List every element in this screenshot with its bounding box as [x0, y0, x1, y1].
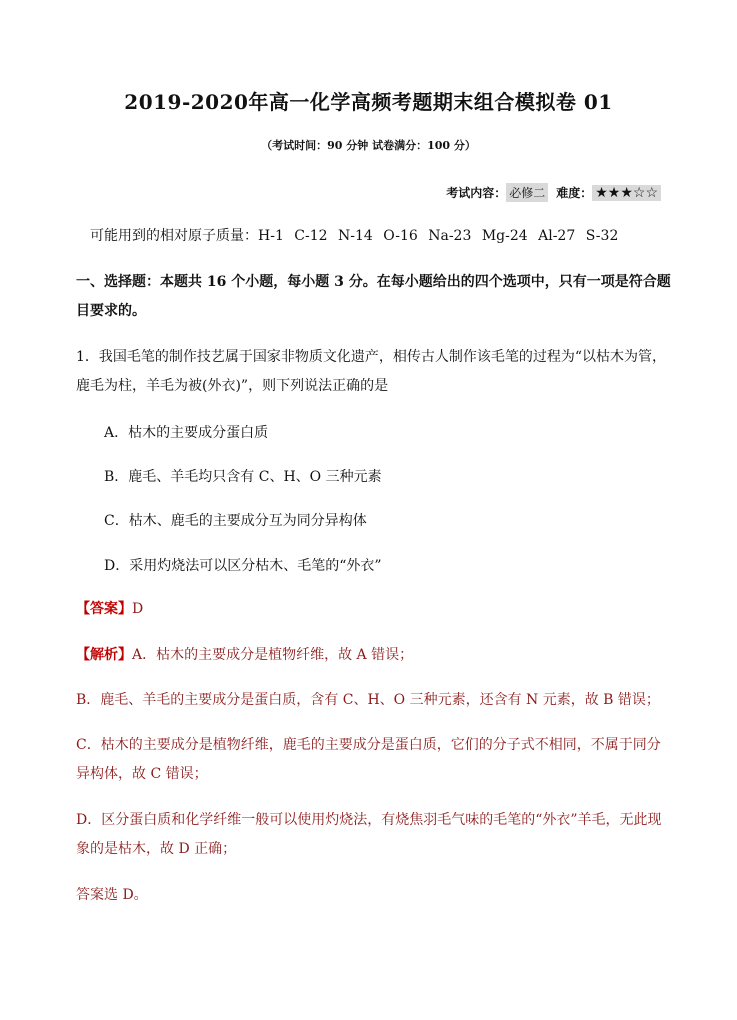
atomic-masses: 可能用到的相对原子质量：H-1 C-12 N-14 O-16 Na-23 Mg-24 Al-27 S-32 — [90, 228, 619, 244]
analysis-a — [76, 645, 666, 665]
option-a: A．枯木的主要成分蛋白质 — [104, 425, 269, 441]
analysis-final: 答案选 D。 — [76, 887, 148, 903]
option-b: B．鹿毛、羊毛均只含有 C、H、O 三种元素 — [104, 469, 382, 485]
analysis-d-line2: 象的是枯木，故 D 正确； — [76, 841, 237, 857]
answer-value: D — [132, 601, 144, 617]
section-heading-line2: 目要求的。 — [76, 303, 146, 319]
page-title: 2019-2020年高一化学高频考题期末组合模拟卷 01 — [124, 90, 613, 114]
answer-label: 【答案】 — [76, 601, 132, 617]
option-d: D．采用灼烧法可以区分枯木、毛笔的“外衣” — [104, 558, 382, 574]
content-label: 考试内容： — [446, 186, 507, 200]
difficulty-stars: ★★★☆☆ — [592, 185, 661, 201]
question-stem-line1: 1．我国毛笔的制作技艺属于国家非物质文化遗产，相传古人制作该毛笔的过程为“以枯木为管， — [76, 349, 667, 365]
option-c: C．枯木、鹿毛的主要成分互为同分异构体 — [104, 513, 367, 529]
analysis-a-text: A．枯木的主要成分是植物纤维，故 A 错误； — [132, 647, 414, 663]
analysis-b: B．鹿毛、羊毛的主要成分是蛋白质，含有 C、H、O 三种元素，还含有 N 元素，故 B 错误； — [76, 692, 660, 708]
analysis-c-line2: 异构体，故 C 错误； — [76, 766, 208, 782]
analysis-d-line1: D．区分蛋白质和化学纤维一般可以使用灼烧法，有烧焦羽毛气味的毛笔的“外衣”羊毛，无此现 — [76, 812, 662, 828]
difficulty-label: 难度： — [556, 186, 593, 200]
answer-line — [76, 599, 666, 619]
exam-info: （考试时间：90 分钟 试卷满分：100 分） — [261, 139, 476, 152]
analysis-label: 【解析】 — [76, 647, 132, 663]
question-stem-line2: 鹿毛为柱，羊毛为被(外衣)”，则下列说法正确的是 — [76, 378, 389, 394]
content-value: 必修二 — [506, 183, 548, 202]
exam-meta — [446, 183, 661, 202]
analysis-c-line1: C．枯木的主要成分是植物纤维，鹿毛的主要成分是蛋白质，它们的分子式不相同，不属于同分 — [76, 737, 661, 753]
section-heading-line1: 一、选择题：本题共 16 个小题，每小题 3 分。在每小题给出的四个选项中，只有一项是符合题 — [76, 274, 671, 290]
